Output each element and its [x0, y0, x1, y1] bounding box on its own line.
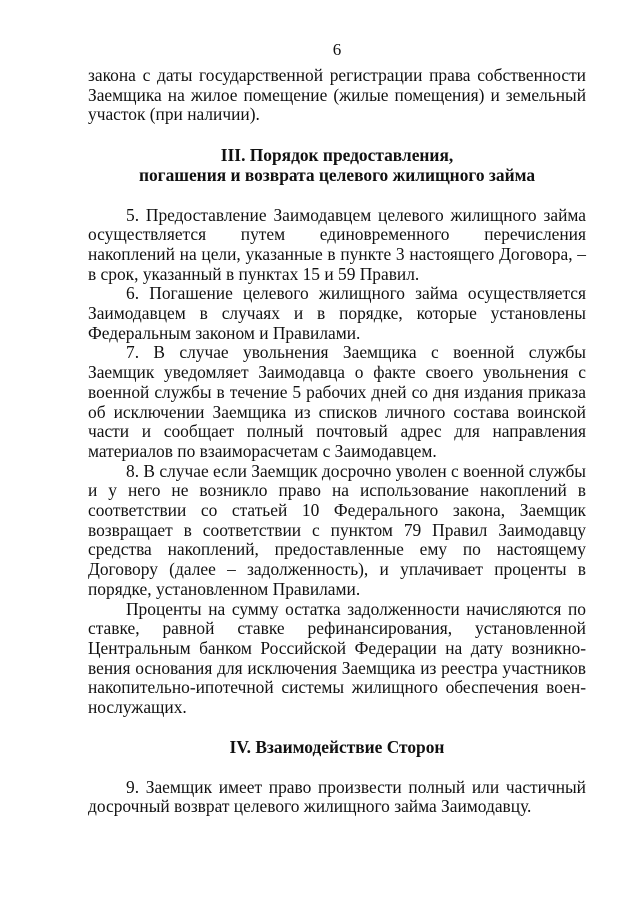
section-3-heading: [88, 146, 586, 185]
paragraph-9: 9. Заемщик имеет право произвести полный или частичный досрочный возврат целевого жилищного займа Заимодавцу.: [88, 776, 586, 817]
paragraph-8: 8. В случае если Заемщик досрочно уволен с военной службы и у него не возникло право на использование накоплений в соответствии со статьей 10 Федерального закона, Заемщик возвращает в соответствии с пунктом 79 Правил Заимодавцу средства накоплений, предоставленные ему по настоящему Договору (далее – задолженность), и уплачивает проценты в порядке, установленном Правилами.: [88, 460, 586, 599]
section-4-heading: IV. Взаимодействие Сторон: [229, 736, 445, 757]
document-page: [88, 40, 586, 817]
paragraph-7: 7. В случае увольнения Заемщика с военной службы Заемщик уведомляет Заимодавца о факте своего увольнения с военной службы в течение 5 рабочих дней со дня издания приказа об исключении Заемщика из списков личного состава воинской части и сообщает полный почтовый адрес для направления материалов по взаиморасчетам с Заимодавцем.: [88, 342, 586, 461]
section-3-title-line-1: III. Порядок предоставления,: [220, 145, 454, 166]
section-3-title-line-2: погашения и возврата целевого жилищного займа: [138, 164, 536, 185]
paragraph-6: 6. Погашение целевого жилищного займа осуществляется Заимодавцем в случаях и в порядке, которые установлены Федеральным законом и Правилами.: [88, 283, 586, 343]
paragraph-5: 5. Предоставление Заимодавцем целевого жилищного займа осуществляется путем единовременного перечисления накоплений на цели, указанные в пункте 3 настоящего Договора, – в срок, указанный в пунктах 15 и 59 Правил.: [88, 204, 586, 284]
page-number: 6: [332, 40, 342, 59]
intro-paragraph: закона с даты государственной регистрации права собственности Заемщика на жилое помещение (жилые помещения) и земельный участок (при наличии).: [88, 65, 586, 125]
paragraph-interest: Проценты на сумму остатка задолженности начисляются по ставке, равной ставке рефинансирования, установленной Центральным банком Российской Федерации на дату возникновения основания для исключения Заемщика из реестра участников накопительно-ипотечной системы жилищного обеспечения военнослужащих.: [88, 598, 586, 718]
